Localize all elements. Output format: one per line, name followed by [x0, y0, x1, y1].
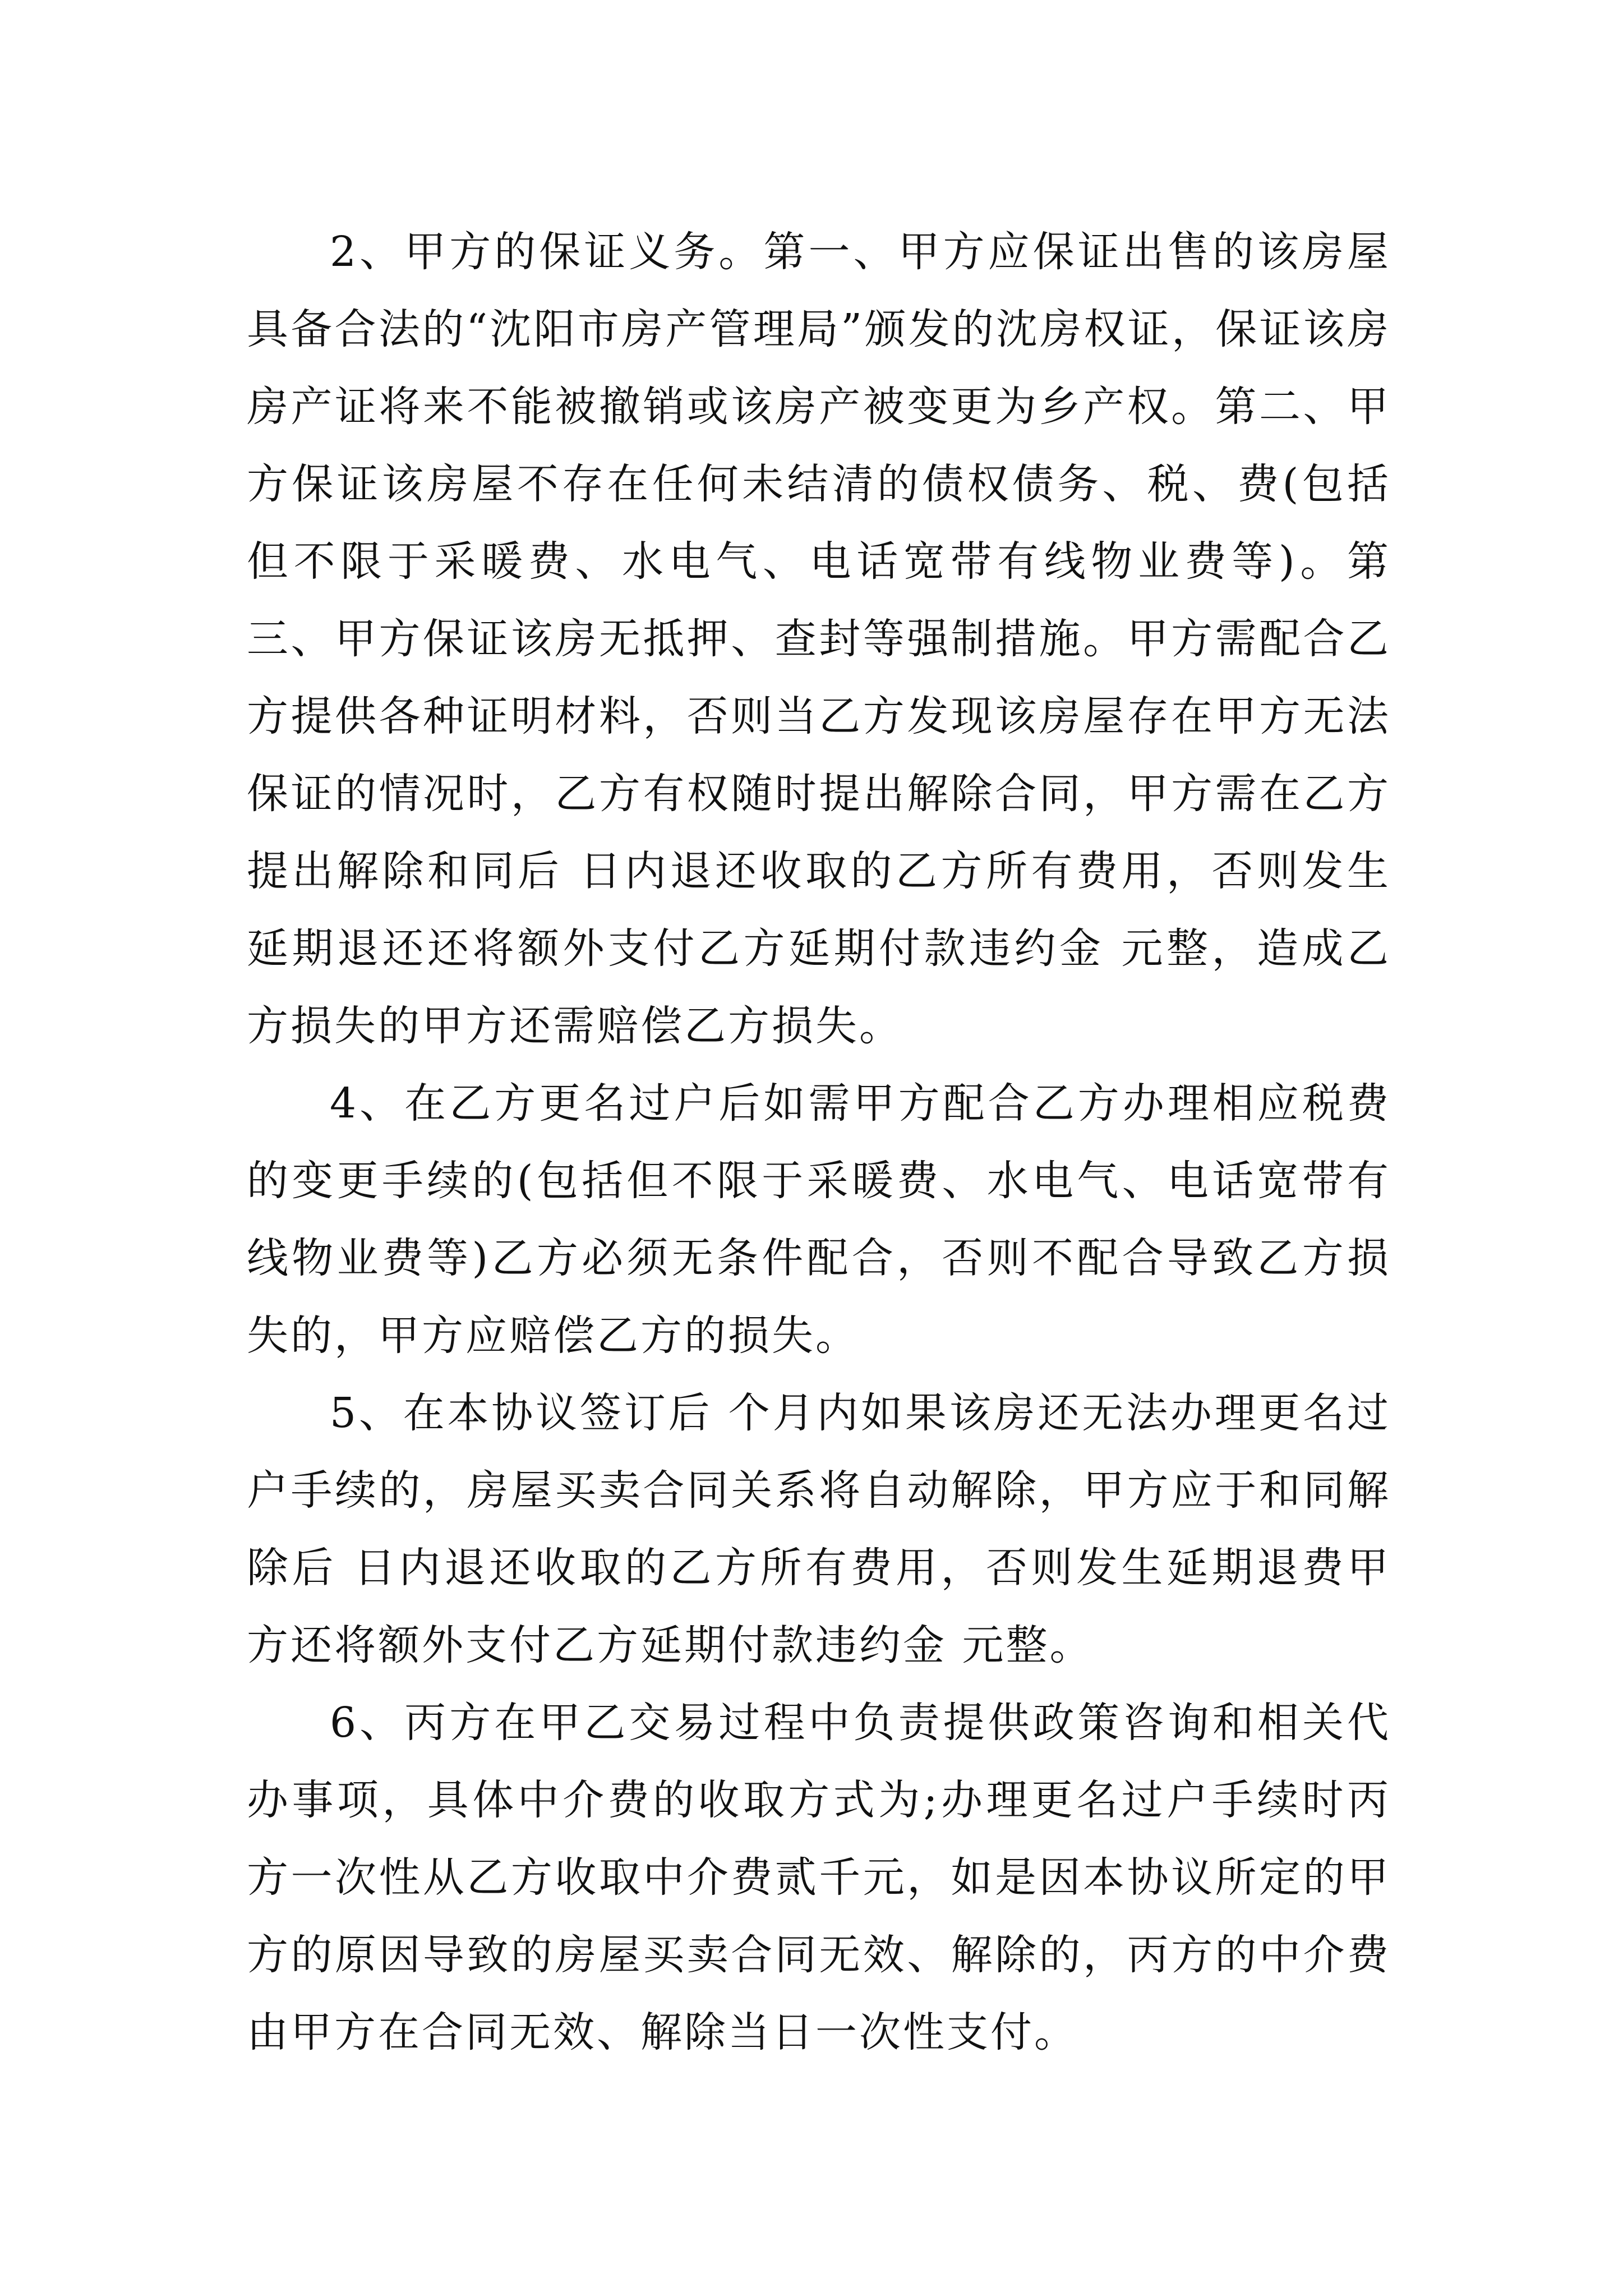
- clause-2-paragraph: 2、甲方的保证义务。第一、甲方应保证出售的该房屋具备合法的“沈阳市房产管理局”颁发的沈房权证，保证该房房产证将来不能被撤销或该房产被变更为乡产权。第二、甲方保证该房屋不存在任何未结清的债权债务、税、费(包括但不限于采暖费、水电气、电话宽带有线物业费等)。第三、甲方保证该房无抵押、查封等强制措施。甲方需配合乙方提供各种证明材料，否则当乙方发现该房屋存在甲方无法保证的情况时，乙方有权随时提出解除合同，甲方需在乙方提出解除和同后 日内退还收取的乙方所有费用，否则发生延期退还还将额外支付乙方延期付款违约金 元整，造成乙方损失的甲方还需赔偿乙方损失。: [247, 228, 1391, 1050]
- clause-6-paragraph: 6、丙方在甲乙交易过程中负责提供政策咨询和相关代办事项，具体中介费的收取方式为;办理更名过户手续时丙方一次性从乙方收取中介费贰千元，如是因本协议所定的甲方的原因导致的房屋买卖合同无效、解除的，丙方的中介费由甲方在合同无效、解除当日一次性支付。: [247, 1699, 1391, 2056]
- clause-5-paragraph: 5、在本协议签订后 个月内如果该房还无法办理更名过户手续的，房屋买卖合同关系将自动解除，甲方应于和同解除后 日内退还收取的乙方所有费用，否则发生延期退费甲方还将额外支付乙方延期付款违约金 元整。: [247, 1389, 1391, 1669]
- clause-4-paragraph: 4、在乙方更名过户后如需甲方配合乙方办理相应税费的变更手续的(包括但不限于采暖费、水电气、电话宽带有线物业费等)乙方必须无条件配合，否则不配合导致乙方损失的，甲方应赔偿乙方的损失。: [247, 1079, 1391, 1360]
- document-body: [247, 213, 1391, 2071]
